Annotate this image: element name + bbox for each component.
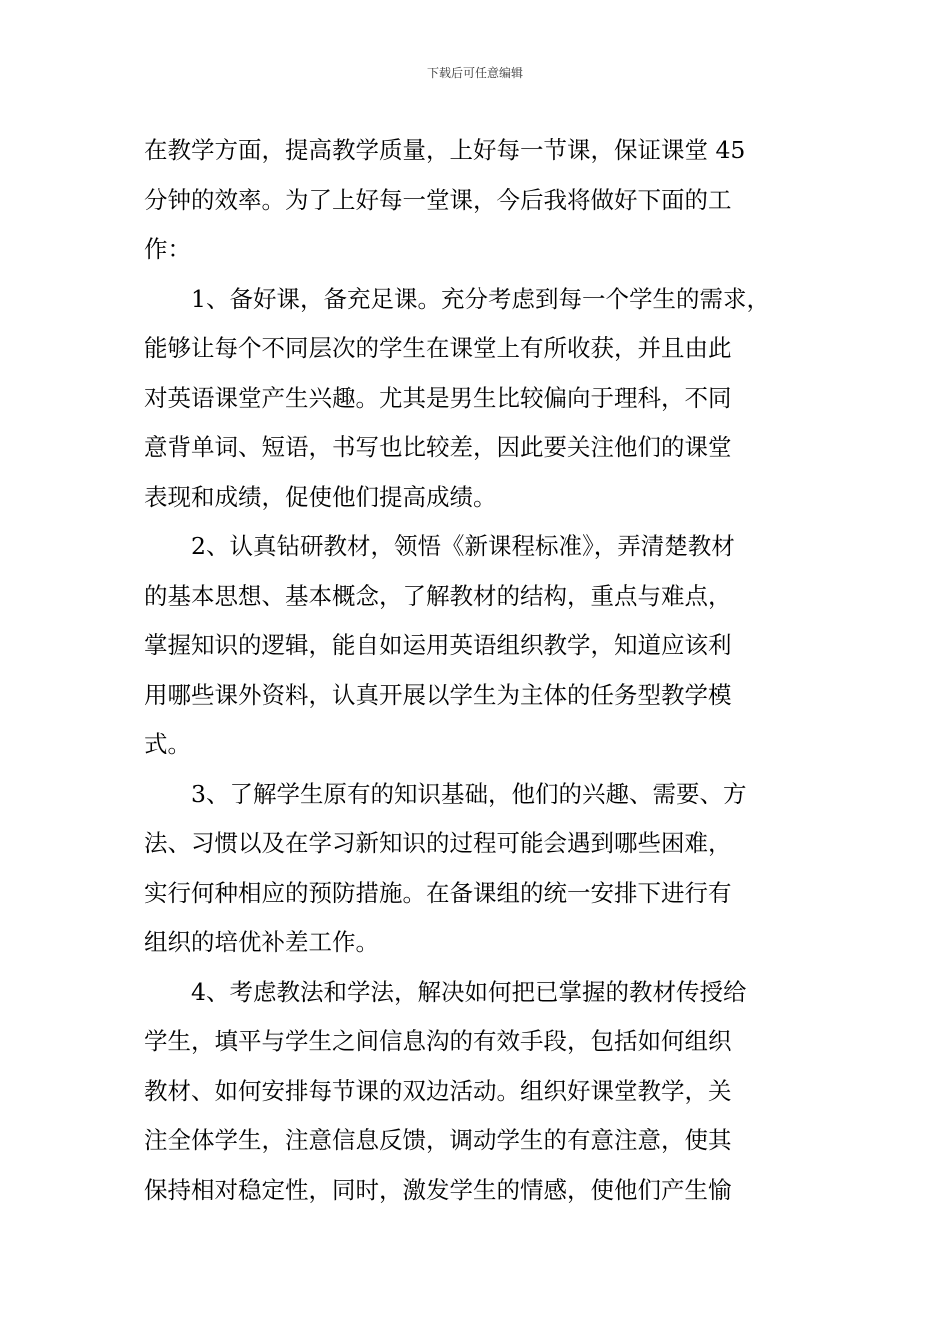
text-line: 的基本思想、基本概念，了解教材的结构，重点与难点， — [144, 581, 732, 610]
text-line: 1、备好课，备充足课。充分考虑到每一个学生的需求， — [191, 284, 770, 313]
text-line: 教材、如何安排每节课的双边活动。组织好课堂教学，关 — [144, 1076, 732, 1105]
text-line: 掌握知识的逻辑，能自如运用英语组织教学，知道应该利 — [144, 631, 732, 659]
text-line: 表现和成绩，促使他们提高成绩。 — [144, 482, 497, 511]
text-line: 3、了解学生原有的知识基础，他们的兴趣、需要、方 — [191, 779, 747, 808]
text-line: 注全体学生，注意信息反馈，调动学生的有意注意，使其 — [144, 1126, 732, 1154]
text-line: 意背单词、短语，书写也比较差，因此要关注他们的课堂 — [144, 433, 732, 461]
text-line: 能够让每个不同层次的学生在课堂上有所收获，并且由此 — [144, 334, 732, 362]
text-line: 组织的培优补差工作。 — [144, 928, 379, 956]
text-line: 保持相对稳定性，同时，激发学生的情感，使他们产生愉 — [144, 1175, 732, 1204]
text-line: 式。 — [144, 730, 191, 758]
body-text — [144, 126, 824, 1215]
text-line: 在教学方面，提高教学质量，上好每一节课，保证课堂 45 — [144, 136, 746, 164]
text-line: 用哪些课外资料，认真开展以学生为主体的任务型教学模 — [144, 680, 732, 709]
text-line: 2、认真钻研教材，领悟《新课程标准》，弄清楚教材 — [191, 532, 735, 560]
text-line: 学生，填平与学生之间信息沟的有效手段，包括如何组织 — [144, 1027, 732, 1055]
text-line: 对英语课堂产生兴趣。尤其是男生比较偏向于理科，不同 — [144, 383, 732, 412]
text-line: 作： — [144, 235, 191, 263]
text-line: 分钟的效率。为了上好每一堂课，今后我将做好下面的工 — [144, 185, 732, 214]
text-line: 法、习惯以及在学习新知识的过程可能会遇到哪些困难， — [144, 829, 732, 857]
text-line: 4、考虑教法和学法，解决如何把已掌握的教材传授给 — [191, 977, 747, 1006]
page-header: 下载后可任意编辑 — [426, 66, 523, 80]
text-line: 实行何种相应的预防措施。在备课组的统一安排下进行有 — [144, 878, 732, 907]
